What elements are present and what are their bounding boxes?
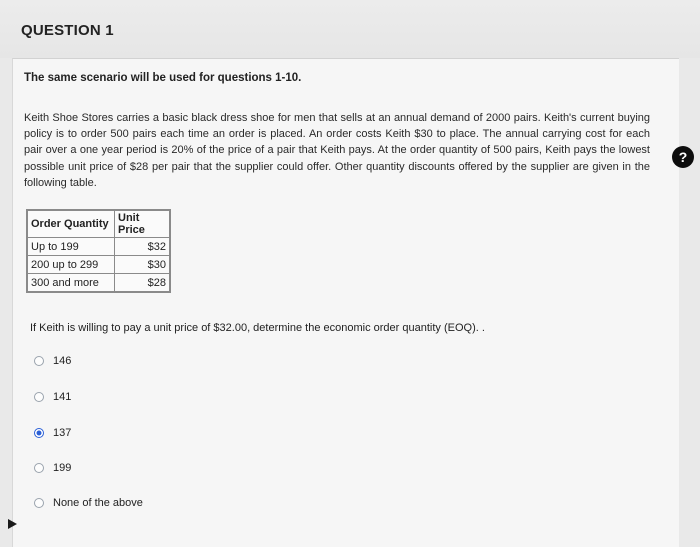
radio-button[interactable] <box>34 463 44 473</box>
table-header-row <box>27 210 170 238</box>
option-label: 199 <box>53 462 72 474</box>
option-label: None of the above <box>53 497 143 509</box>
discount-table <box>26 209 171 293</box>
table-header-price: Unit Price <box>115 210 171 238</box>
table-row <box>27 256 170 274</box>
radio-button-selected[interactable] <box>34 428 44 438</box>
radio-button[interactable] <box>34 356 44 366</box>
answer-option[interactable] <box>34 389 71 405</box>
option-label: 141 <box>53 391 72 403</box>
question-text: If Keith is willing to pay a unit price of $32.00, determine the economic order quantity (EOQ). . <box>30 322 485 334</box>
table-row <box>27 238 170 256</box>
table-cell-price: $28 <box>115 274 171 293</box>
question-title: QUESTION 1 <box>21 22 114 39</box>
answer-option[interactable] <box>34 460 71 476</box>
question-mark-icon: ? <box>678 149 688 165</box>
answer-option[interactable] <box>34 495 143 511</box>
answer-option[interactable] <box>34 353 71 369</box>
table-cell-quantity: 300 and more <box>27 274 115 293</box>
radio-button[interactable] <box>34 392 44 402</box>
table-cell-quantity: Up to 199 <box>27 238 115 256</box>
table-header-quantity: Order Quantity <box>27 210 115 238</box>
option-label: 146 <box>53 355 72 367</box>
table-cell-price: $32 <box>115 238 171 256</box>
scenario-intro: The same scenario will be used for questions 1-10. <box>24 72 302 84</box>
help-button[interactable] <box>672 146 694 168</box>
answer-option[interactable] <box>34 425 71 441</box>
play-arrow-icon <box>6 518 18 530</box>
option-label: 137 <box>53 427 72 439</box>
radio-button[interactable] <box>34 498 44 508</box>
table-cell-price: $30 <box>115 256 171 274</box>
table-row <box>27 274 170 293</box>
table-cell-quantity: 200 up to 299 <box>27 256 115 274</box>
scenario-text: Keith Shoe Stores carries a basic black dress shoe for men that sells at an annual demand of 2000 pairs. Keith's current buying policy is to order 500 pairs each time an order is placed. An order costs Keith $30 to place. The annual carrying cost for each pair over a one year period is 20% of the price of a pair that Keith pays. At the order quantity of 500 pairs, Keith pays the lowest possible unit price of $28 per pair that the supplier could offer. Other quantity discounts offered by the supplier are given in the following table. <box>24 112 650 189</box>
expand-button[interactable] <box>0 512 24 536</box>
